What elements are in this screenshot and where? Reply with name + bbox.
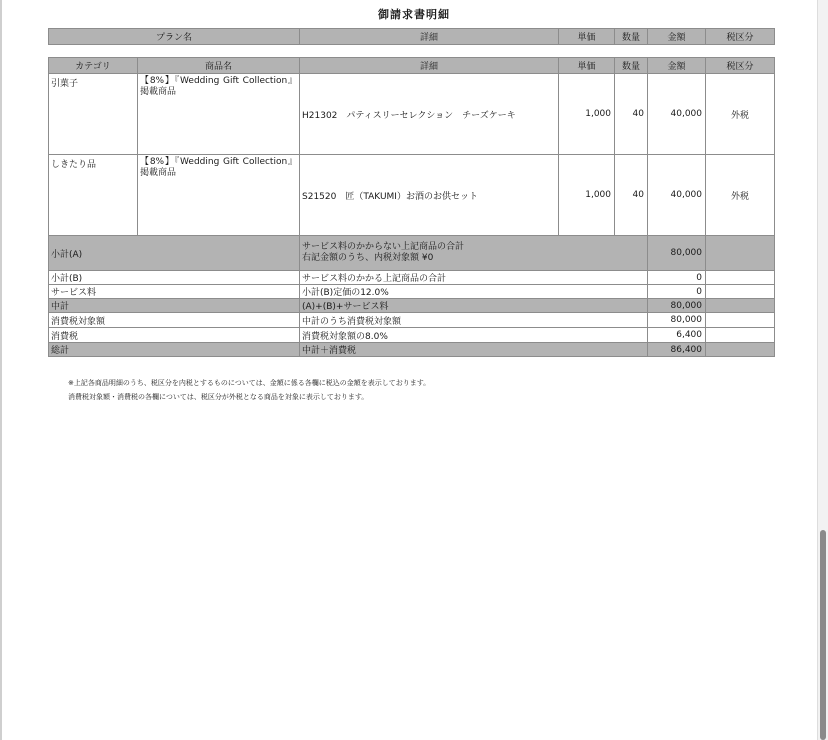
product-name-header: 商品名 — [138, 58, 300, 74]
item-quantity: 40 — [615, 74, 648, 155]
items-header-row — [49, 58, 775, 74]
item-category: 引菓子 — [49, 74, 138, 155]
plan-header-table — [48, 28, 775, 45]
summary-label: 総計 — [49, 343, 300, 357]
summary-amount: 80,000 — [648, 313, 706, 328]
footnote-line: 消費税対象額・消費税の各欄については、税区分が外税となる商品を対象に表示しております。 — [68, 393, 369, 401]
summary-detail: サービス料のかかる上記商品の合計 — [300, 271, 648, 285]
plan-tax-header: 税区分 — [706, 29, 775, 45]
plan-amount-header: 金額 — [648, 29, 706, 45]
summary-tax-cell — [706, 271, 775, 285]
summary-label: 小計(A) — [49, 236, 300, 271]
summary-label: サービス料 — [49, 285, 300, 299]
amount-header: 金額 — [648, 58, 706, 74]
summary-row-midtotal — [49, 299, 775, 313]
summary-detail: 小計(B)定価の12.0% — [300, 285, 648, 299]
item-category: しきたり品 — [49, 155, 138, 236]
summary-row-grand-total — [49, 343, 775, 357]
summary-detail: 中計のうち消費税対象額 — [300, 313, 648, 328]
summary-tax-cell — [706, 328, 775, 343]
viewer-border — [0, 0, 2, 740]
plan-header-row — [49, 29, 775, 45]
document-title: 御請求書明細 — [378, 8, 450, 21]
unit-price-header: 単価 — [559, 58, 615, 74]
item-amount: 40,000 — [648, 155, 706, 236]
summary-row-consumption-tax — [49, 328, 775, 343]
footnote-line: ※上記各商品明細のうち、税区分を内税とするものについては、金額に係る各欄に税込の金額を表示しております。 — [68, 379, 431, 387]
summary-label: 小計(B) — [49, 271, 300, 285]
quantity-header: 数量 — [615, 58, 648, 74]
summary-row-taxable-amount — [49, 313, 775, 328]
summary-row-service-fee — [49, 285, 775, 299]
item-unit-price: 1,000 — [559, 74, 615, 155]
summary-amount: 0 — [648, 271, 706, 285]
item-row — [49, 155, 775, 236]
item-tax-class: 外税 — [706, 155, 775, 236]
items-table — [48, 57, 775, 357]
summary-amount: 0 — [648, 285, 706, 299]
scrollbar-thumb[interactable] — [820, 530, 826, 740]
summary-label: 中計 — [49, 299, 300, 313]
tax-class-header: 税区分 — [706, 58, 775, 74]
item-unit-price: 1,000 — [559, 155, 615, 236]
summary-detail: 中計＋消費税 — [300, 343, 648, 357]
plan-unit-price-header: 単価 — [559, 29, 615, 45]
summary-tax-cell — [706, 313, 775, 328]
item-quantity: 40 — [615, 155, 648, 236]
item-product-name: 【8%】『Wedding Gift Collection』 掲載商品 — [138, 74, 300, 155]
summary-amount: 86,400 — [648, 343, 706, 357]
summary-tax-cell — [706, 285, 775, 299]
summary-row-subtotal-b — [49, 271, 775, 285]
summary-tax-cell — [706, 236, 775, 271]
summary-amount: 80,000 — [648, 299, 706, 313]
item-detail: S21520 匠（TAKUMI）お酒のお供セット — [300, 155, 559, 236]
footnotes — [68, 376, 430, 404]
summary-label: 消費税対象額 — [49, 313, 300, 328]
item-product-name: 【8%】『Wedding Gift Collection』 掲載商品 — [138, 155, 300, 236]
summary-label: 消費税 — [49, 328, 300, 343]
summary-tax-cell — [706, 299, 775, 313]
plan-detail-header: 詳細 — [300, 29, 559, 45]
summary-detail-line: サービス料のかからない上記商品の合計 — [302, 242, 465, 252]
summary-detail-line: 右記金額のうち、内税対象額 ¥0 — [302, 253, 434, 263]
vertical-scrollbar[interactable] — [817, 0, 828, 740]
summary-amount: 80,000 — [648, 236, 706, 271]
plan-quantity-header: 数量 — [615, 29, 648, 45]
item-tax-class: 外税 — [706, 74, 775, 155]
item-amount: 40,000 — [648, 74, 706, 155]
plan-name-header: プラン名 — [49, 29, 300, 45]
summary-amount: 6,400 — [648, 328, 706, 343]
detail-header: 詳細 — [300, 58, 559, 74]
item-detail: H21302 パティスリーセレクション チーズケーキ — [300, 74, 559, 155]
item-row — [49, 74, 775, 155]
summary-tax-cell — [706, 343, 775, 357]
summary-detail: (A)+(B)+サービス料 — [300, 299, 648, 313]
summary-row-subtotal-a — [49, 236, 775, 271]
summary-detail: 消費税対象額の8.0% — [300, 328, 648, 343]
summary-detail — [300, 236, 648, 271]
category-header: カテゴリ — [49, 58, 138, 74]
